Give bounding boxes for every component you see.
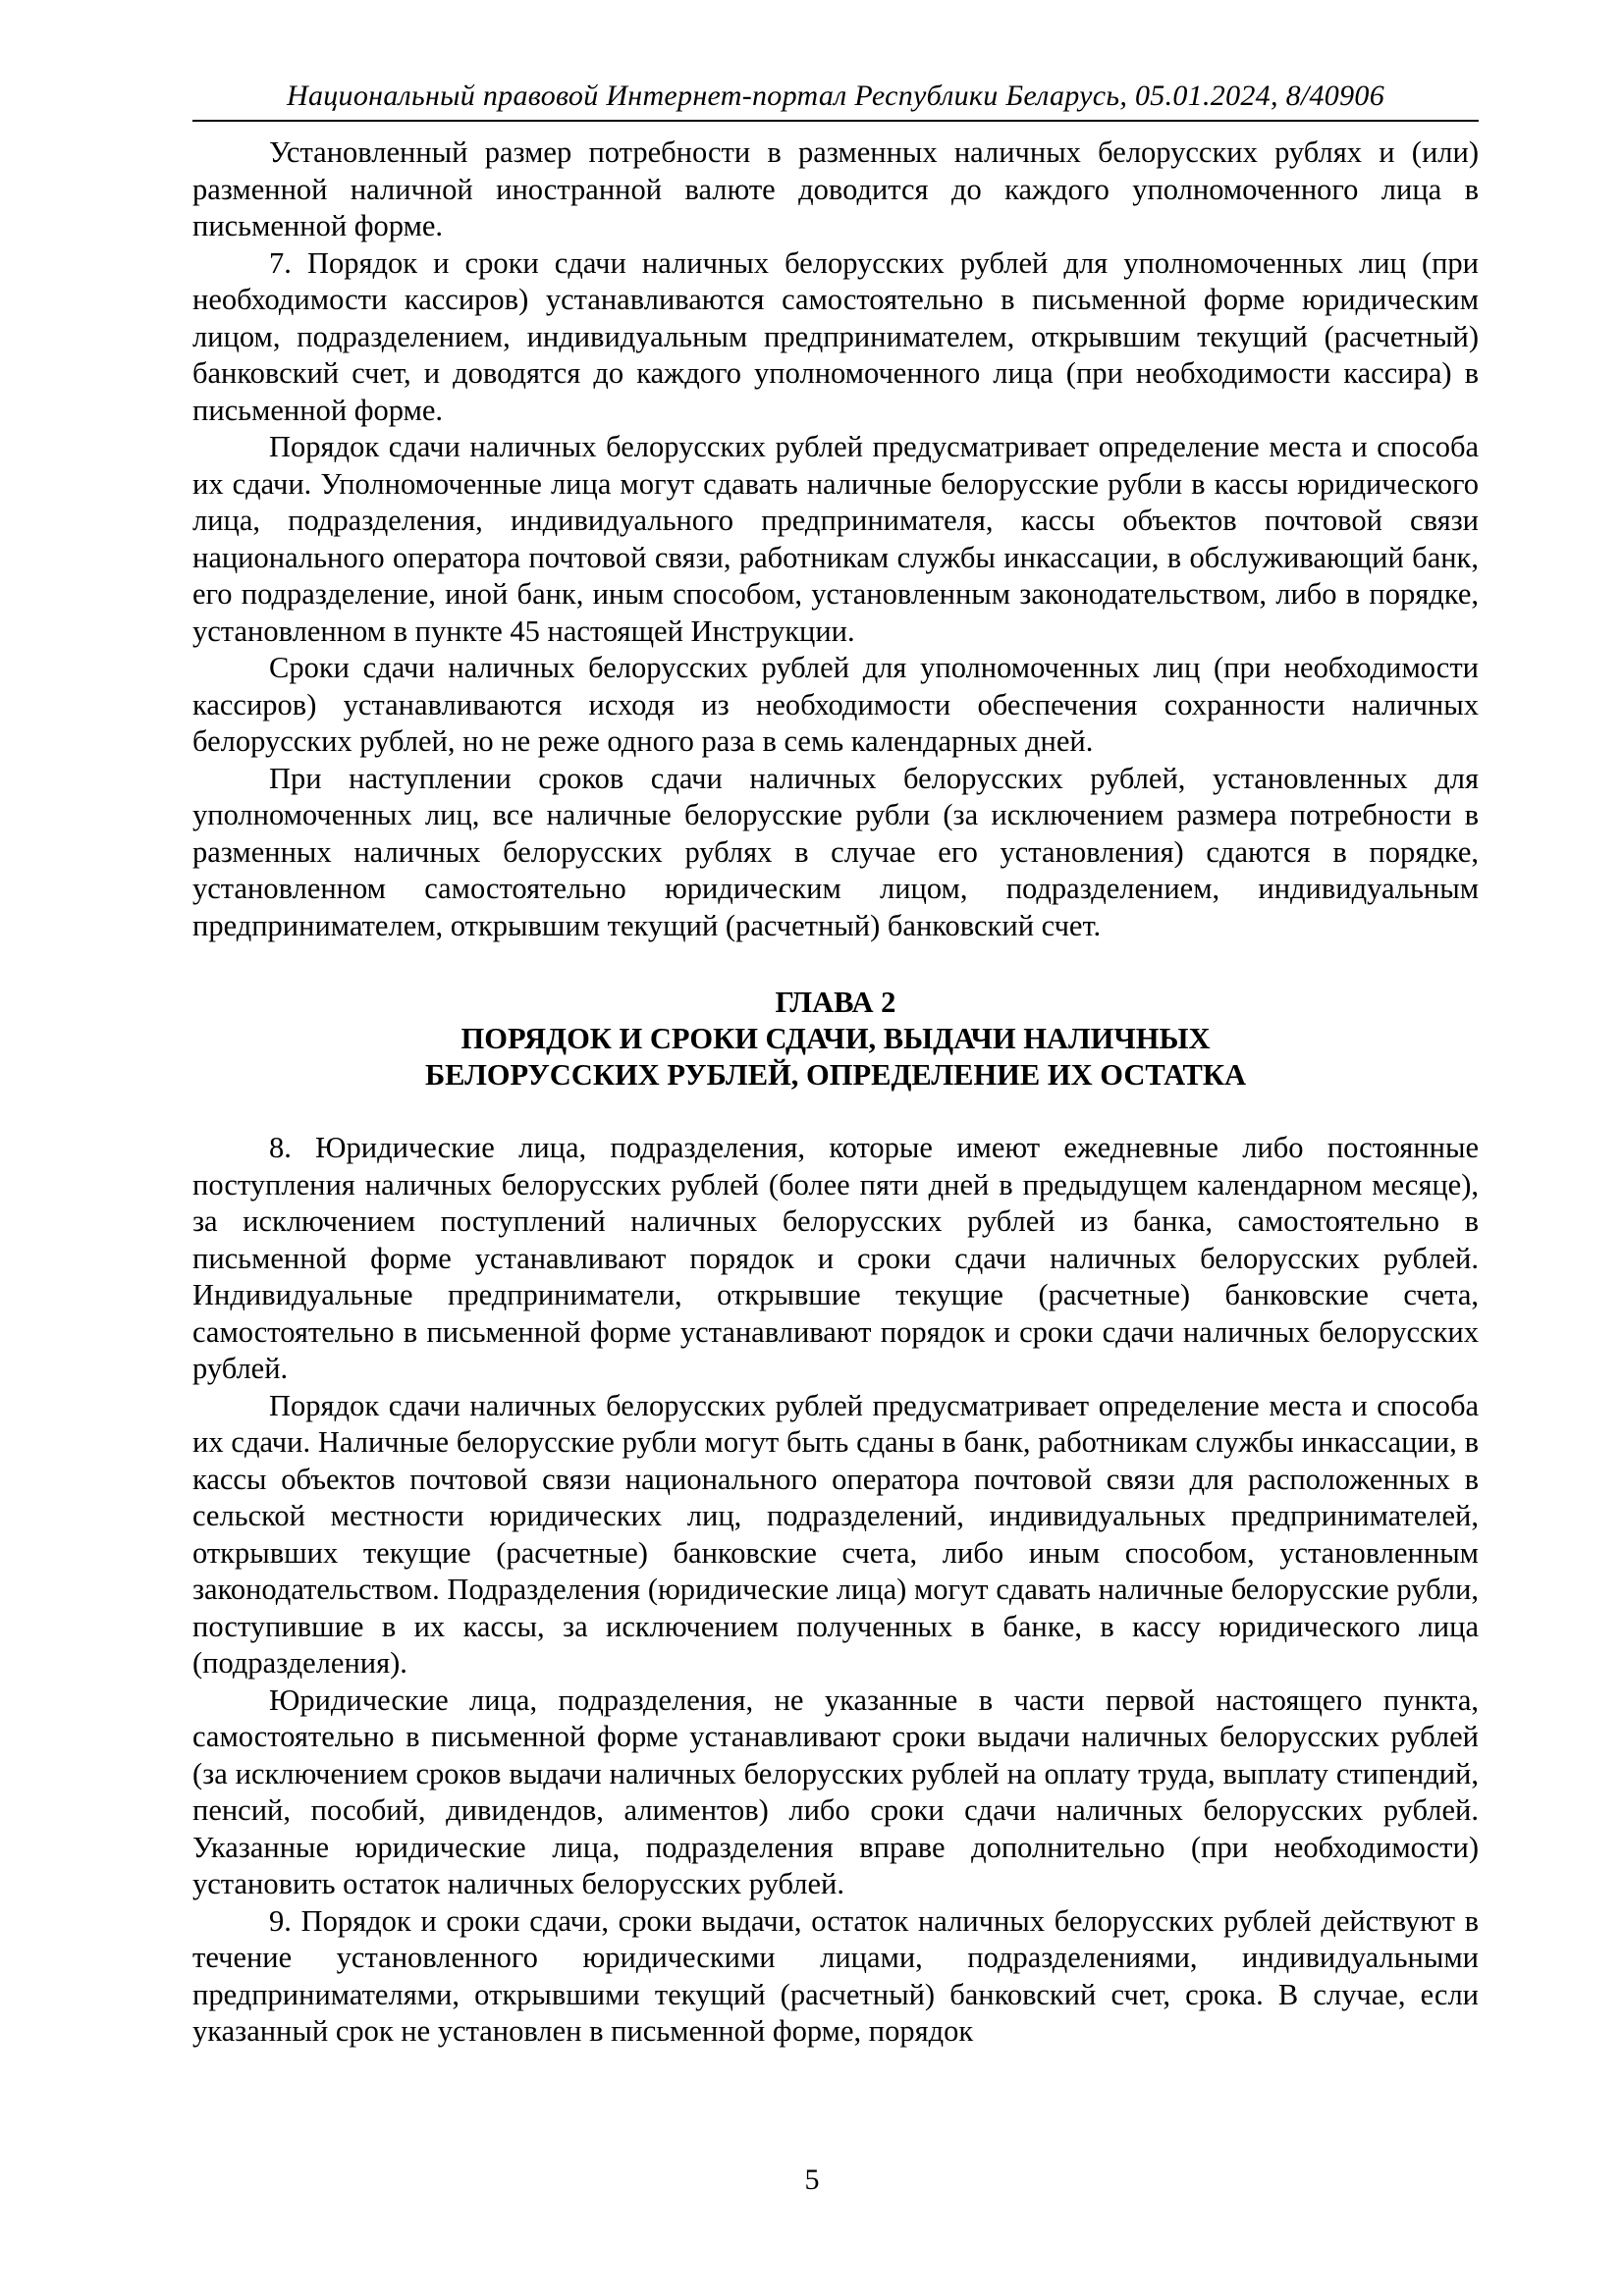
paragraph: Порядок сдачи наличных белорусских рублей предусматривает определение места и способа их сдачи. Уполномоченные лица могут сдавать наличные белорусские рубли в кассы юридического лица, подразделения, индивидуального предпринимателя, кассы объектов почтовой связи национального оператора почтовой связи, работникам службы инкассации, в обслуживающий банк, его подразделение, иной банк, иным способом, установленным законодательством, либо в порядке, установленном в пункте 45 настоящей Инструкции.	[192, 430, 1479, 648]
page-header: Национальный правовой Интернет-портал Республики Беларусь, 05.01.2024, 8/40906	[286, 80, 1385, 112]
document-body	[192, 134, 1479, 2051]
header-divider	[192, 120, 1479, 122]
chapter-title-line-1: ПОРЯДОК И СРОКИ СДАЧИ, ВЫДАЧИ НАЛИЧНЫХ	[460, 1022, 1211, 1055]
chapter-heading	[192, 985, 1479, 1094]
paragraph: Установленный размер потребности в разменных наличных белорусских рублях и (или) разменной наличной иностранной валюте доводится до каждого уполномоченного лица в письменной форме.	[192, 135, 1479, 242]
paragraph: При наступлении сроков сдачи наличных белорусских рублей, установленных для уполномоченных лиц, все наличные белорусские рубли (за исключением размера потребности в разменных наличных белорусских рублях в случае его установления) сдаются в порядке, установленном самостоятельно юридическим лицом, подразделением, индивидуальным предпринимателем, открывшим текущий (расчетный) банковский счет.	[192, 761, 1479, 942]
paragraph: 7. Порядок и сроки сдачи наличных белорусских рублей для уполномоченных лиц (при необходимости кассиров) устанавливаются самостоятельно в письменной форме юридическим лицом, подразделением, индивидуальным предпринимателем, открывшим текущий (расчетный) банковский счет, и доводятся до каждого уполномоченного лица (при необходимости кассира) в письменной форме.	[192, 245, 1479, 427]
paragraph: 9. Порядок и сроки сдачи, сроки выдачи, остаток наличных белорусских рублей действуют в течение установленного юридическими лицами, подразделениями, индивидуальными предпринимателями, открывшими текущий (расчетный) банковский счет, срока. В случае, если указанный срок не установлен в письменной форме, порядок	[192, 1903, 1479, 2048]
paragraph: Порядок сдачи наличных белорусских рублей предусматривает определение места и способа их сдачи. Наличные белорусские рубли могут быть сданы в банк, работникам службы инкассации, в кассы объектов почтовой связи национального оператора почтовой связи для расположенных в сельской местности юридических лиц, подразделений, индивидуальных предпринимателей, открывших текущие (расчетные) банковские счета, либо иным способом, установленным законодательством. Подразделения (юридические лица) могут сдавать наличные белорусские рубли, поступившие в их кассы, за исключением полученных в банке, в кассу юридического лица (подразделения).	[192, 1388, 1479, 1680]
chapter-title-line-2: БЕЛОРУССКИХ РУБЛЕЙ, ОПРЕДЕЛЕНИЕ ИХ ОСТАТКА	[424, 1058, 1247, 1092]
paragraph: Сроки сдачи наличных белорусских рублей для уполномоченных лиц (при необходимости кассиров) устанавливаются исходя из необходимости обеспечения сохранности наличных белорусских рублей, но не реже одного раза в семь календарных дней.	[192, 651, 1479, 758]
paragraph: 8. Юридические лица, подразделения, которые имеют ежедневные либо постоянные поступления наличных белорусских рублей (более пяти дней в предыдущем календарном месяце), за исключением поступлений наличных белорусских рублей из банка, самостоятельно в письменной форме устанавливают порядок и сроки сдачи наличных белорусских рублей. Индивидуальные предприниматели, открывшие текущие (расчетные) банковские счета, самостоятельно в письменной форме устанавливают порядок и сроки сдачи наличных белорусских рублей.	[192, 1131, 1479, 1385]
chapter-number: ГЛАВА 2	[775, 986, 896, 1019]
paragraph: Юридические лица, подразделения, не указанные в части первой настоящего пункта, самостоятельно в письменной форме устанавливают сроки выдачи наличных белорусских рублей (за исключением сроков выдачи наличных белорусских рублей на оплату труда, выплату стипендий, пенсий, пособий, дивидендов, алиментов) либо сроки сдачи наличных белорусских рублей. Указанные юридические лица, подразделения вправе дополнительно (при необходимости) установить остаток наличных белорусских рублей.	[192, 1682, 1479, 1900]
page-number: 5	[804, 2163, 820, 2196]
